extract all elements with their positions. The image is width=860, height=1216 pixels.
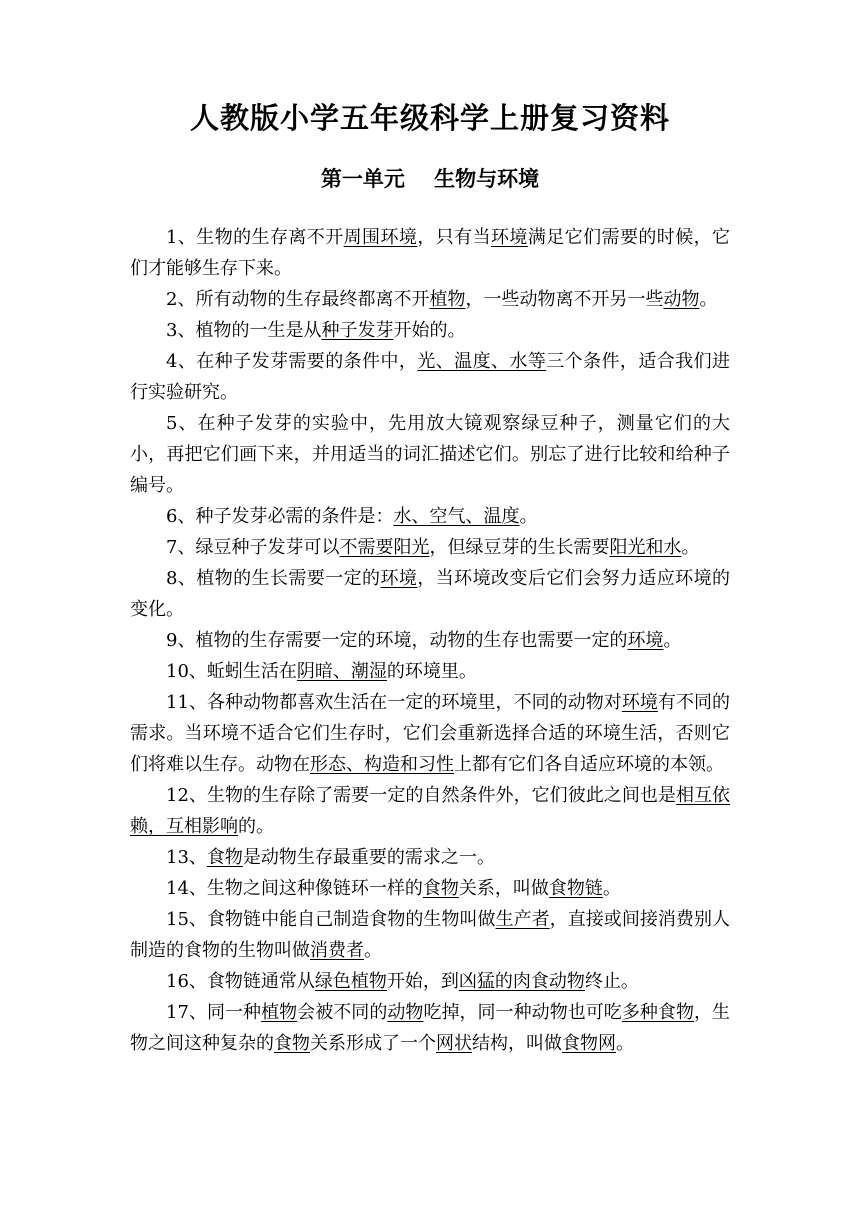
item-text: 12、生物的生存除了需要一定的自然条件外，它们彼此之间也是 [166, 785, 676, 806]
key-term: 环境 [380, 568, 418, 589]
key-term: 周围环境 [343, 227, 418, 248]
item-text: 会被不同的 [297, 1002, 388, 1023]
key-term: 绿色植物 [314, 971, 387, 992]
key-term: 环境 [621, 692, 658, 713]
review-item [130, 687, 730, 780]
review-item [130, 842, 730, 873]
item-text: 15、食物链中能自己制造食物的生物叫做 [166, 909, 496, 930]
review-items [130, 222, 730, 1059]
review-item [130, 408, 730, 501]
item-text: 开始，到 [386, 971, 459, 992]
item-text: ，直接或间接消费别人制造的食物的生物叫做 [130, 909, 730, 961]
key-term: 水、空气、温度 [393, 506, 520, 527]
key-term: 种子发芽 [321, 320, 394, 341]
item-text: 。 [663, 630, 682, 651]
key-term: 光、温度、水等 [417, 351, 547, 372]
item-text: 关系，叫做 [458, 878, 549, 899]
item-text: 3、植物的一生是从 [166, 320, 322, 341]
item-text: 吃掉，同一种动物也可吃 [423, 1002, 622, 1023]
review-item [130, 625, 730, 656]
item-text: 。 [681, 537, 700, 558]
item-text: 11、各种动物都喜欢生活在一定的环境里，不同的动物对 [166, 692, 622, 713]
item-text: ，但绿豆芽的生长需要 [429, 537, 610, 558]
key-term: 食物网 [562, 1033, 616, 1054]
item-text: 的。 [238, 816, 274, 837]
item-text: 14、生物之间这种像链环一样的 [166, 878, 423, 899]
item-text: 的环境里。 [386, 661, 477, 682]
item-text: 8、植物的生长需要一定的 [166, 568, 381, 589]
review-item [130, 904, 730, 966]
unit-title: 第一单元 生物与环境 [320, 167, 540, 191]
item-text: 终止。 [584, 971, 639, 992]
review-item [130, 656, 730, 687]
item-text: 4、在种子发芽需要的条件中， [166, 351, 418, 372]
key-term: 食物 [274, 1033, 310, 1054]
key-term: 食物链 [548, 878, 603, 899]
item-text: 。 [364, 940, 382, 961]
review-item [130, 563, 730, 625]
item-text: 17、同一种 [166, 1002, 262, 1023]
key-term: 多种食物 [621, 1002, 694, 1023]
review-item [130, 315, 730, 346]
item-text: 。 [699, 289, 718, 310]
item-text: ，一些动物离不开另一些 [465, 289, 664, 310]
item-text: 6、种子发芽必需的条件是： [166, 506, 394, 527]
item-text: ，只有当 [417, 227, 492, 248]
item-text: 9、植物的生存需要一定的环境，动物的生存也需要一定的 [166, 630, 628, 651]
item-text: 有不同的需求。当环境不适合它们生存时，它们会重新选择合适的环境生活，否则它们将难以生存。动物在 [130, 692, 731, 775]
item-text: 1、生物的生存离不开 [166, 227, 344, 248]
item-text: 关系形成了一个 [310, 1033, 436, 1054]
review-item [130, 346, 730, 408]
key-term: 环境 [491, 227, 528, 248]
item-text: 三个条件，适合我们进行实验研究。 [130, 351, 731, 403]
item-text: 16、食物链通常从 [166, 971, 315, 992]
key-term: 形态、构造和习性 [310, 754, 454, 775]
key-term: 食物 [206, 847, 243, 868]
item-text: 5、在种子发芽的实验中，先用放大镜观察绿豆种子，测量它们的大小，再把它们画下来，并用适当的词汇描述它们。别忘了进行比较和给种子编号。 [130, 413, 730, 496]
review-item [130, 222, 730, 284]
item-text: 。 [602, 878, 621, 899]
review-item [130, 780, 730, 842]
key-term: 动物 [663, 289, 700, 310]
key-term: 植物 [429, 289, 466, 310]
key-term: 动物 [387, 1002, 424, 1023]
item-text: ，生物之间这种复杂的 [130, 1002, 731, 1054]
review-item [130, 997, 730, 1059]
item-text: 上都有它们各自适应环境的本领。 [454, 754, 724, 775]
key-term: 阳光和水 [609, 537, 682, 558]
review-item [130, 501, 730, 532]
key-term: 不需要阳光 [339, 537, 430, 558]
item-text: 是动物生存最重要的需求之一。 [242, 847, 495, 868]
review-item [130, 532, 730, 563]
item-text: 开始的。 [393, 320, 466, 341]
document-title: 人教版小学五年级科学上册复习资料 [189, 101, 670, 135]
item-text: ，当环境改变后它们会努力适应环境的变化。 [130, 568, 731, 620]
key-term: 网状 [436, 1033, 472, 1054]
item-text: 13、 [166, 847, 207, 868]
item-text: 。 [519, 506, 538, 527]
key-term: 食物 [422, 878, 459, 899]
review-item [130, 873, 730, 904]
item-text: 满足它们需要的时候，它们才能够生存下来。 [130, 227, 731, 279]
key-term: 凶猛的肉食动物 [458, 971, 585, 992]
item-text: 10、蚯蚓生活在 [166, 661, 297, 682]
key-term: 环境 [627, 630, 664, 651]
key-term: 阴暗、潮湿 [296, 661, 387, 682]
key-term: 生产者 [495, 909, 550, 930]
key-term: 植物 [261, 1002, 298, 1023]
item-text: 2、所有动物的生存最终都离不开 [166, 289, 430, 310]
item-text: 结构，叫做 [472, 1033, 562, 1054]
key-term: 相互依赖，互相影响 [130, 785, 731, 837]
item-text: 7、绿豆种子发芽可以 [166, 537, 340, 558]
item-text: 。 [616, 1033, 634, 1054]
review-item [130, 966, 730, 997]
key-term: 消费者 [310, 940, 364, 961]
review-item [130, 284, 730, 315]
